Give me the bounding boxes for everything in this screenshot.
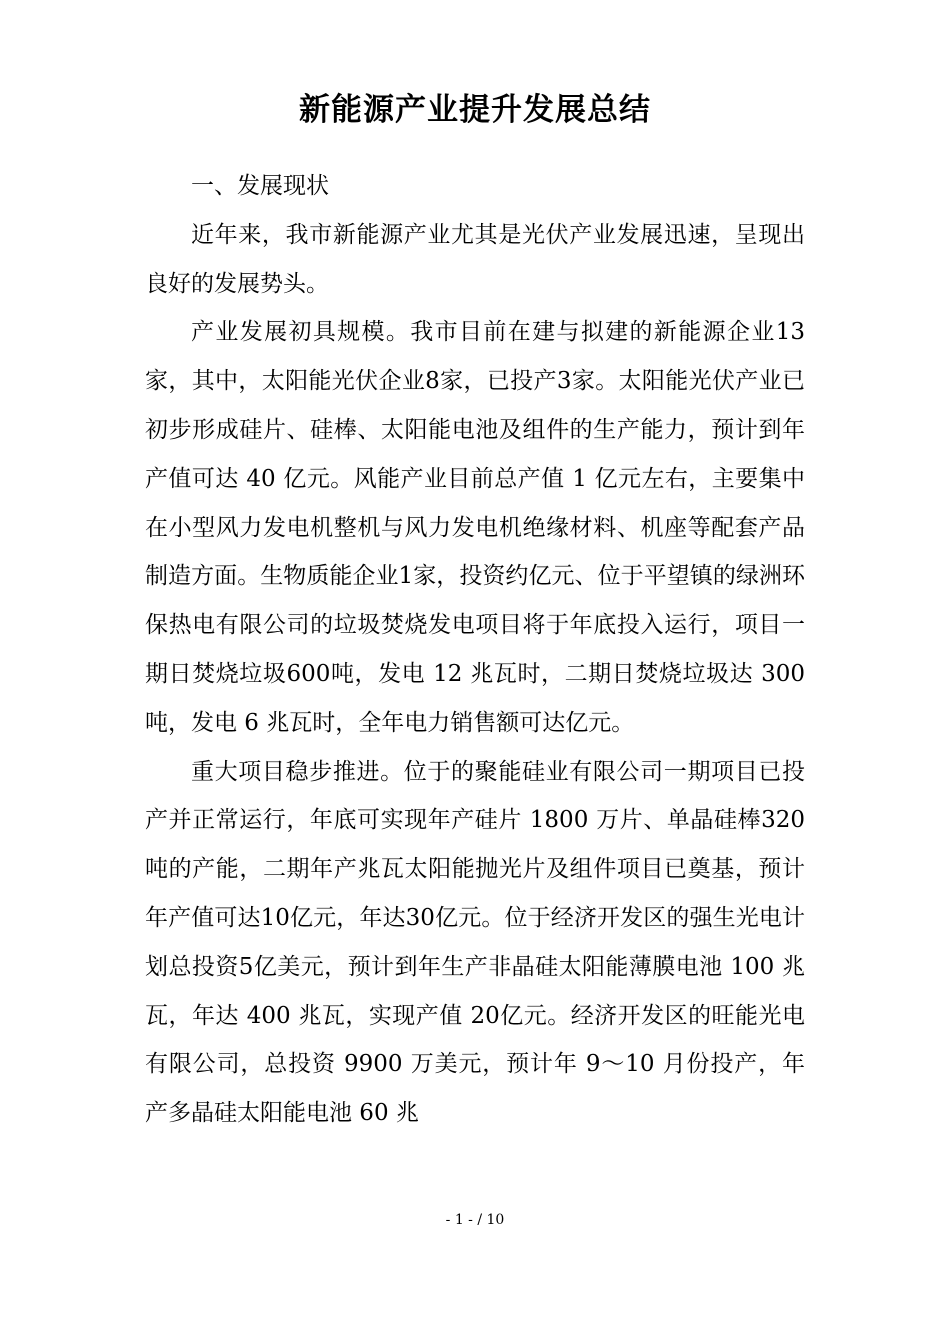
page-number: - 1 - / 10 — [445, 1212, 505, 1228]
paragraph-intro: 近年来，我市新能源产业尤其是光伏产业发展迅速，呈现出良好的发展势头。 — [145, 221, 805, 297]
document-title: 新能源产业提升发展总结 — [299, 92, 651, 128]
document-body — [145, 162, 805, 1138]
section-heading: 一、发展现状 — [191, 173, 329, 199]
paragraph-scale: 产业发展初具规模。我市目前在建与拟建的新能源企业13家，其中，太阳能光伏企业8家，已投产3家。太阳能光伏产业已初步形成硅片、硅棒、太阳能电池及组件的生产能力，预计到年产值可达 40 亿元。风能产业目前总产值 1 亿元左右，主要集中在小型风力发电机整机与风力发电机绝缘材料、机座等配套产品制造方面。生物质能企业1家，投资约亿元、位于平望镇的绿洲环保热电有限公司的垃圾焚烧发电项目将于年底投入运行，项目一期日焚烧垃圾600吨，发电 12 兆瓦时，二期日焚烧垃圾达 300 吨，发电 6 兆瓦时，全年电力销售额可达亿元。 — [145, 319, 805, 736]
paragraph-projects: 重大项目稳步推进。位于的聚能硅业有限公司一期项目已投产并正常运行，年底可实现年产硅片 1800 万片、单晶硅棒320吨的产能，二期年产兆瓦太阳能抛光片及组件项目已奠基，预计年产值可达10亿元，年达30亿元。位于经济开发区的强生光电计划总投资5亿美元，预计到年生产非晶硅太阳能薄膜电池 100 兆瓦，年达 400 兆瓦，实现产值 20亿元。经济开发区的旺能光电有限公司，总投资 9900 万美元，预计年 9～10 月份投产，年产多晶硅太阳能电池 60 兆 — [145, 758, 805, 1127]
